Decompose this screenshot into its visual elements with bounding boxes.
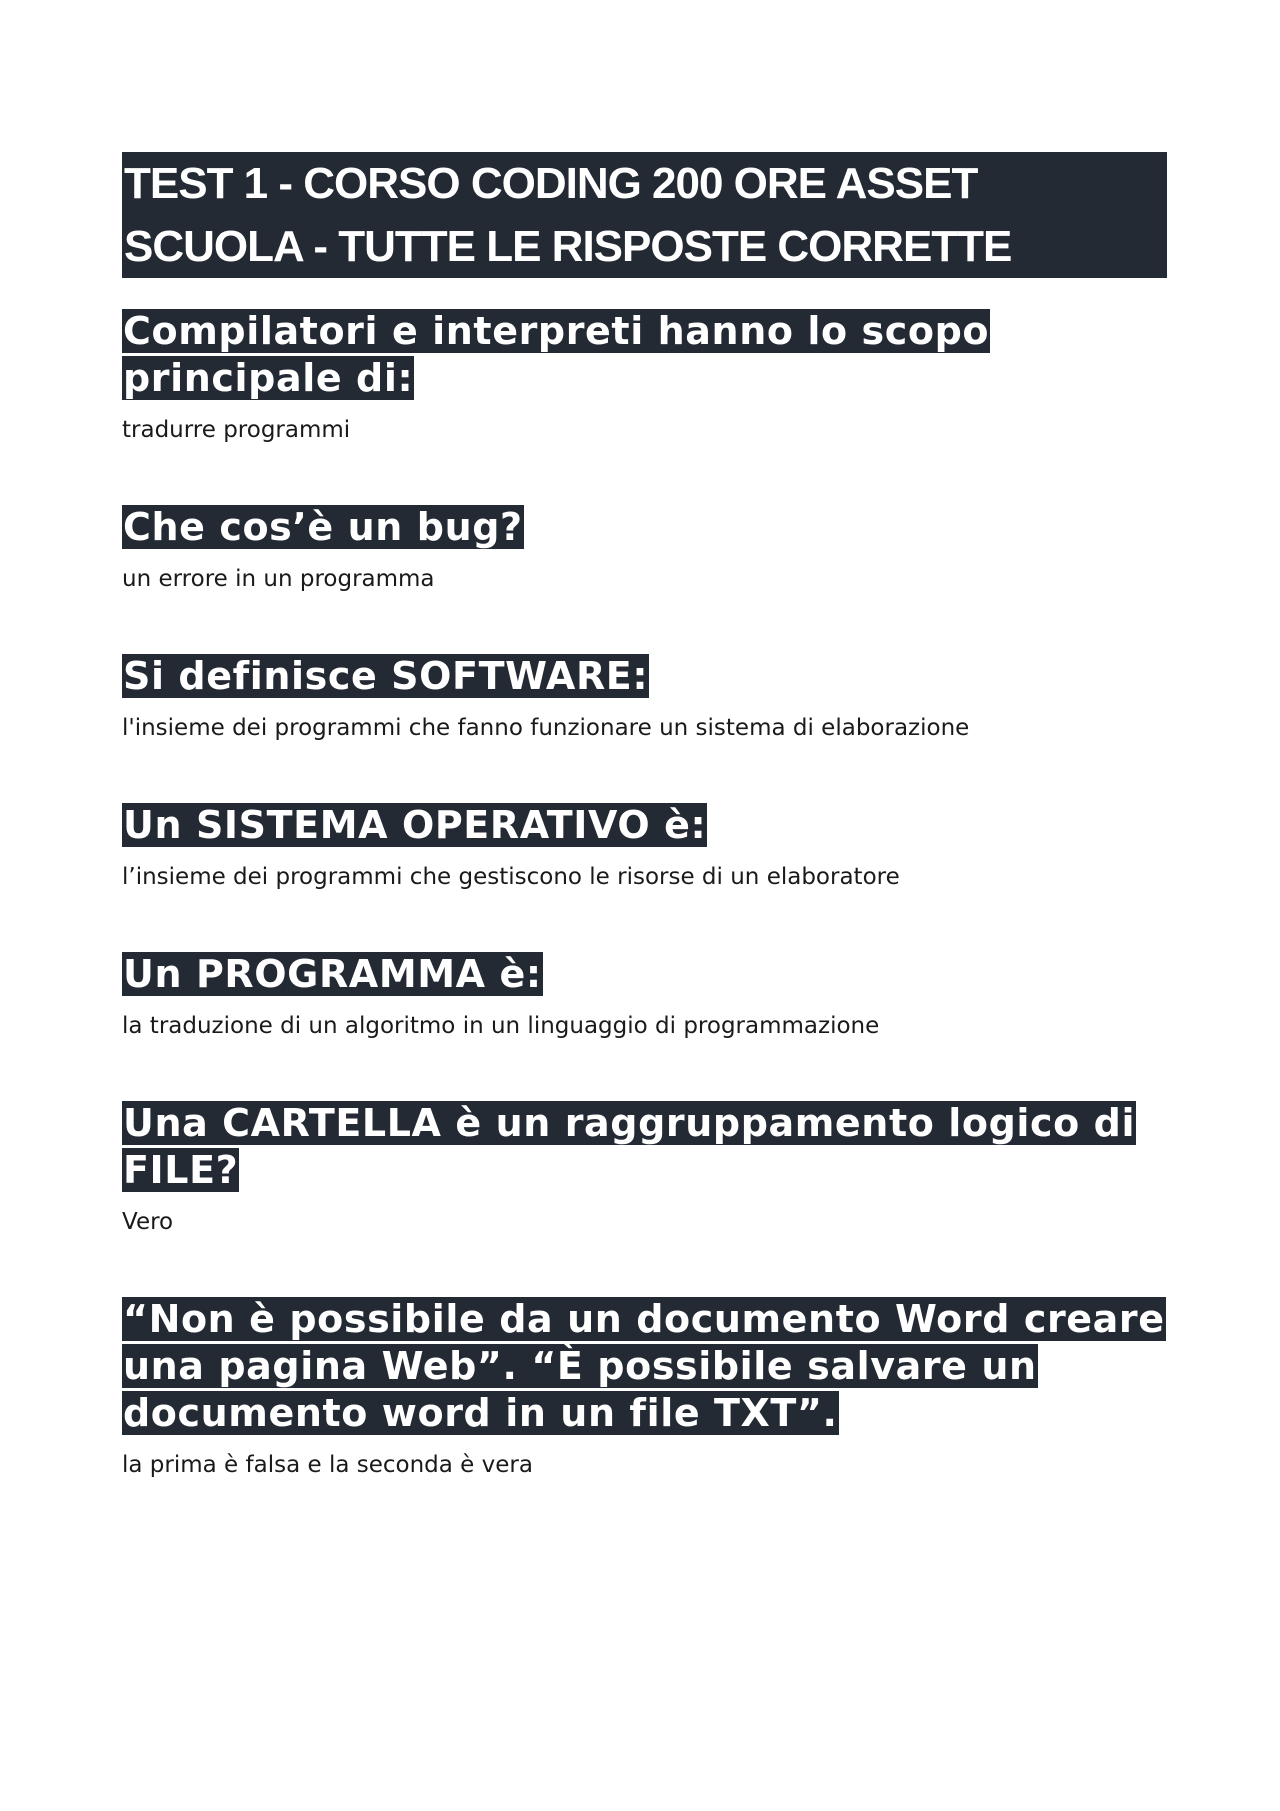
question-heading — [122, 802, 1167, 849]
question-block — [122, 1296, 1167, 1481]
question-text: Compilatori e interpreti hanno lo scopo principale di: — [123, 309, 990, 400]
question-text: Un PROGRAMMA è: — [123, 952, 542, 996]
answer-text: tradurre programmi — [122, 417, 351, 443]
question-block — [122, 1100, 1167, 1238]
question-text: Che cos’è un bug? — [123, 505, 523, 549]
answer-text: Vero — [122, 1209, 174, 1235]
question-heading — [122, 308, 1167, 402]
question-block — [122, 951, 1167, 1042]
answer-text: la prima è falsa e la seconda è vera — [122, 1452, 533, 1478]
question-text: Un SISTEMA OPERATIVO è: — [123, 803, 707, 847]
answer-text: un errore in un programma — [122, 566, 435, 592]
question-heading — [122, 951, 1167, 998]
document-title: TEST 1 - CORSO CODING 200 ORE ASSET SCUOLA - TUTTE LE RISPOSTE CORRETTE — [122, 152, 1167, 278]
question-block — [122, 653, 1167, 744]
question-heading — [122, 1296, 1167, 1437]
question-text: “Non è possibile da un documento Word creare una pagina Web”. “È possibile salvare un documento word in un file TXT”. — [123, 1297, 1165, 1435]
question-heading — [122, 653, 1167, 700]
question-text: Si definisce SOFTWARE: — [123, 654, 649, 698]
answer-text: l'insieme dei programmi che fanno funzionare un sistema di elaborazione — [122, 715, 970, 741]
question-heading — [122, 1100, 1167, 1194]
document-page — [122, 152, 1167, 1539]
question-block — [122, 802, 1167, 893]
question-block — [122, 308, 1167, 446]
answer-text: l’insieme dei programmi che gestiscono le risorse di un elaboratore — [122, 864, 900, 890]
question-text: Una CARTELLA è un raggruppamento logico di FILE? — [123, 1101, 1136, 1192]
question-block — [122, 504, 1167, 595]
answer-text: la traduzione di un algoritmo in un linguaggio di programmazione — [122, 1013, 880, 1039]
question-heading — [122, 504, 1167, 551]
